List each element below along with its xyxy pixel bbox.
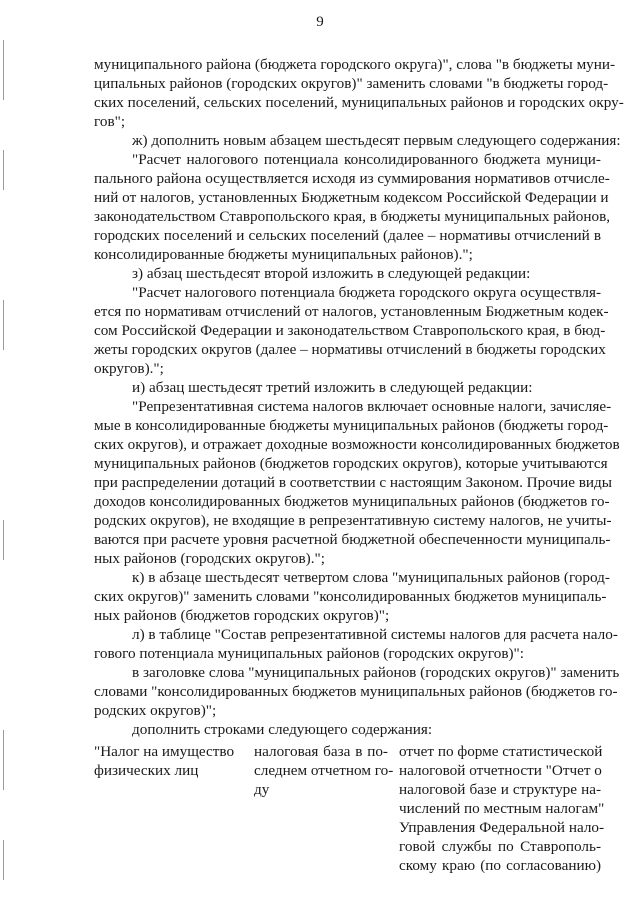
table-cell-source: говой службы по Ставрополь-: [399, 838, 601, 855]
body-line: муниципальных районов (бюджетов городских округов), которые учитываются: [94, 455, 608, 472]
scan-edge-mark: [3, 300, 4, 350]
body-line: л) в таблице "Состав репрезентативной системы налогов для расчета нало-: [132, 626, 618, 643]
body-line: при распределении дотаций в соответствии с настоящим Законом. Прочие виды: [94, 474, 612, 491]
scan-edge-mark: [3, 520, 4, 560]
table-cell-source: налоговой отчетности "Отчет о: [399, 762, 602, 779]
table-cell-tax-base: следнем отчетном го-: [254, 762, 394, 779]
table-cell-source: отчет по форме статистической: [399, 743, 603, 760]
table-cell-tax-base: налоговая база в по-: [254, 743, 388, 760]
body-line: законодательством Ставропольского края, в бюджеты муниципальных районов,: [94, 208, 611, 225]
body-line: и) абзац шестьдесят третий изложить в следующей редакции:: [132, 379, 533, 396]
scan-edge-mark: [3, 730, 4, 790]
body-line: родских округов), не входящие в репрезентативную систему налогов, не учиты-: [94, 512, 612, 529]
body-line: словами "консолидированных бюджетов муниципальных районов (бюджетов го-: [94, 683, 618, 700]
table-cell-tax-base: ду: [254, 781, 270, 798]
scan-edge-mark: [3, 840, 4, 880]
page-number: 9: [316, 14, 324, 30]
body-line: "Расчет налогового потенциала консолидированного бюджета муници-: [132, 151, 601, 168]
body-line: ний от налогов, установленных Бюджетным кодексом Российской Федерации и: [94, 189, 609, 206]
body-line: консолидированные бюджеты муниципальных районов).";: [94, 246, 473, 263]
body-line: ных районов (городских округов).";: [94, 550, 325, 567]
table-cell-source: налоговой базе и структуре на-: [399, 781, 601, 798]
body-line: гов";: [94, 113, 126, 130]
body-line: ется по нормативам отчислений от налогов, установленным Бюджетным кодек-: [94, 303, 609, 320]
body-line: з) абзац шестьдесят второй изложить в следующей редакции:: [132, 265, 531, 282]
body-line: ных районов (бюджетов городских округов)";: [94, 607, 390, 624]
body-line: мые в консолидированные бюджеты муниципальных районов (бюджеты город-: [94, 417, 609, 434]
body-line: доходов консолидированных бюджетов муниципальных районов (бюджетов го-: [94, 493, 610, 510]
body-line: жеты городских округов (далее – нормативы отчислений в бюджеты городских: [94, 341, 606, 358]
body-line: к) в абзаце шестьдесят четвертом слова "муниципальных районов (город-: [132, 569, 610, 586]
body-line: "Расчет налогового потенциала бюджета городского округа осуществля-: [132, 284, 601, 301]
table-cell-source: Управления Федеральной нало-: [399, 819, 605, 836]
body-line: в заголовке слова "муниципальных районов (городских округов)" заменить: [132, 664, 620, 681]
body-line: муниципального района (бюджета городского округа)", слова "в бюджеты муни-: [94, 56, 616, 73]
body-line: "Репрезентативная система налогов включает основные налоги, зачисляе-: [132, 398, 612, 415]
table-cell-tax-name: "Налог на имущество: [94, 743, 235, 760]
body-line: ваются при расчете уровня расчетной бюджетной обеспеченности муниципаль-: [94, 531, 611, 548]
body-line: округов).";: [94, 360, 164, 377]
body-line: городских поселений и сельских поселений (далее – нормативы отчислений в: [94, 227, 601, 244]
body-line: ских округов)" заменить словами "консолидированных бюджетов муниципаль-: [94, 588, 607, 605]
scan-edge-mark: [3, 40, 4, 100]
table-cell-source: скому краю (по согласованию): [399, 857, 601, 874]
body-line: родских округов)";: [94, 702, 217, 719]
table-cell-tax-name: физических лиц: [94, 762, 199, 779]
body-line: пального района осуществляется исходя из суммирования нормативов отчисле-: [94, 170, 610, 187]
scan-edge-mark: [3, 150, 4, 190]
body-line: ж) дополнить новым абзацем шестьдесят первым следующего содержания:: [132, 132, 621, 149]
body-line: сом Российской Федерации и законодательством Ставропольского края, в бюд-: [94, 322, 606, 339]
body-line: дополнить строками следующего содержания:: [132, 721, 433, 738]
body-line: ских поселений, сельских поселений, муниципальных районов и городских окру-: [94, 94, 624, 111]
body-line: ских округов), и отражает доходные возможности консолидированных бюджетов: [94, 436, 620, 453]
body-line: ципальных районов (городских округов)" заменить словами "в бюджеты город-: [94, 75, 609, 92]
table-cell-source: числений по местным налогам": [399, 800, 605, 817]
body-line: гового потенциала муниципальных районов (городских округов)":: [94, 645, 524, 662]
